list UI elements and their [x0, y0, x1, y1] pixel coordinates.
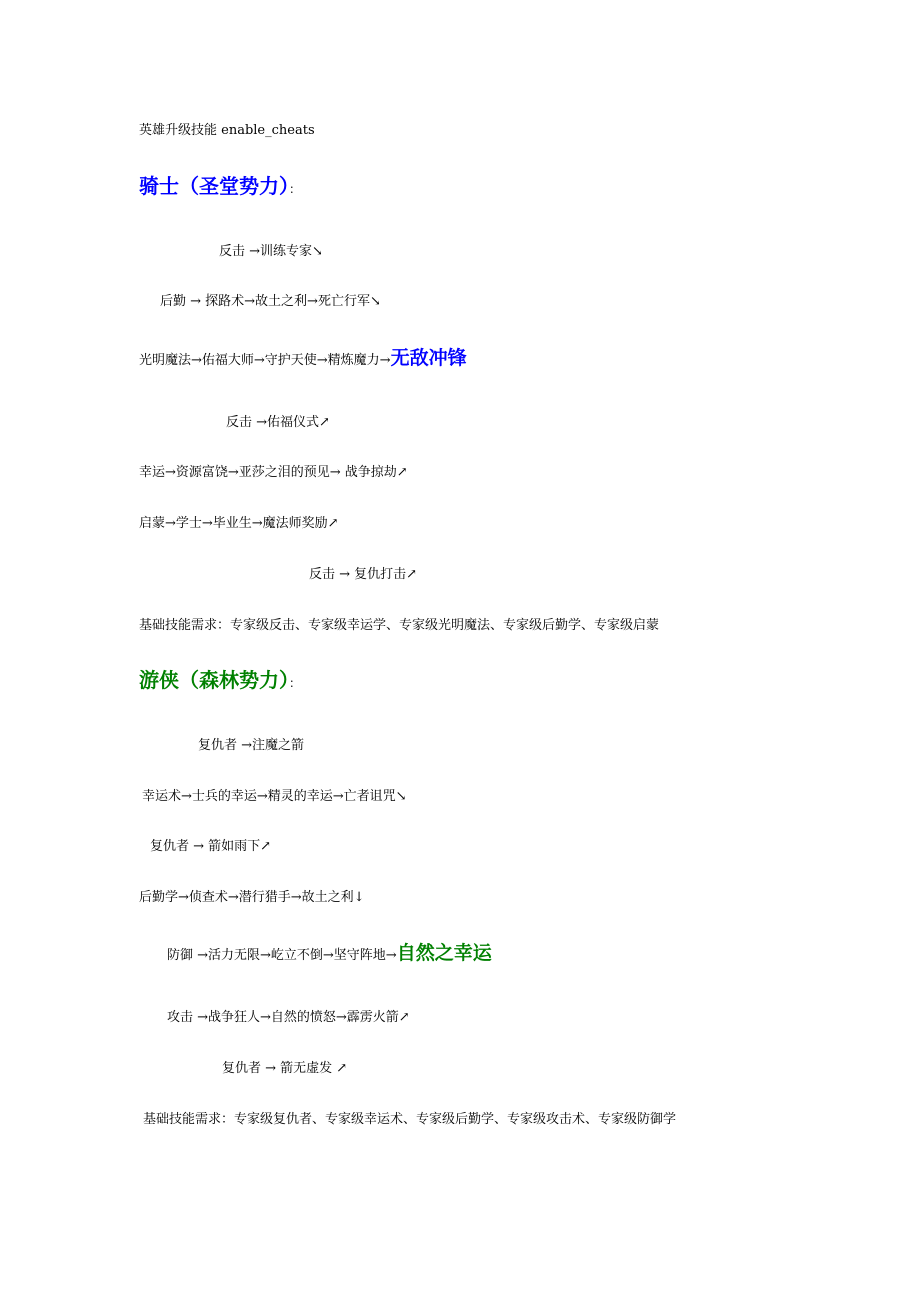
knight-skill-line-1: 反击 →训练专家↘	[219, 244, 323, 259]
ranger-heading	[139, 667, 301, 696]
knight-heading-text: 骑士（圣堂势力）	[139, 174, 289, 198]
knight-skill-line-6: 启蒙→学士→毕业生→魔法师奖励↗	[139, 516, 339, 531]
ranger-requirements: 基础技能需求：专家级复仇者、专家级幸运术、专家级后勤学、专家级攻击术、专家级防御学	[143, 1112, 677, 1127]
ranger-skill-line-7: 复仇者 → 箭无虚发 ↗	[222, 1061, 348, 1076]
ranger-heading-colon: ：	[289, 676, 302, 690]
knight-skill-line-5: 幸运→资源富饶→亚莎之泪的预见→ 战争掠劫↗	[139, 465, 408, 480]
knight-skill-line-7: 反击 → 复仇打击↗	[309, 567, 418, 582]
knight-skill-line-2: 后勤 → 探路术→故土之利→死亡行军↘	[160, 294, 381, 309]
knight-heading-colon: ：	[289, 182, 302, 196]
ranger-skill-line-3: 复仇者 → 箭如雨下↗	[150, 839, 272, 854]
knight-skill-line-4: 反击 →佑福仪式↗	[226, 415, 330, 430]
ranger-skill-line-5	[167, 941, 492, 968]
ranger-skill-line-1: 复仇者 →注魔之箭	[198, 738, 305, 753]
ranger-ultimate-skill: 自然之幸运	[396, 942, 492, 964]
ranger-skill-line-5-text: 防御 →活力无限→屹立不倒→坚守阵地→	[167, 948, 397, 963]
document-title: 英雄升级技能 enable_cheats	[139, 123, 315, 138]
ranger-skill-line-2: 幸运术→士兵的幸运→精灵的幸运→亡者诅咒↘	[142, 789, 407, 804]
knight-heading	[139, 173, 301, 202]
knight-skill-line-3-text: 光明魔法→佑福大师→守护天使→精炼魔力→	[139, 353, 391, 368]
ranger-skill-line-4: 后勤学→侦查术→潜行猎手→故土之利↓	[139, 890, 365, 905]
knight-ultimate-skill: 无敌冲锋	[390, 347, 467, 369]
knight-requirements: 基础技能需求：专家级反击、专家级幸运学、专家级光明魔法、专家级后勤学、专家级启蒙	[139, 618, 660, 633]
ranger-skill-line-6: 攻击 →战争狂人→自然的愤怒→霹雳火箭↗	[167, 1010, 410, 1025]
ranger-heading-text: 游侠（森林势力）	[139, 668, 289, 692]
knight-skill-line-3	[139, 346, 467, 373]
